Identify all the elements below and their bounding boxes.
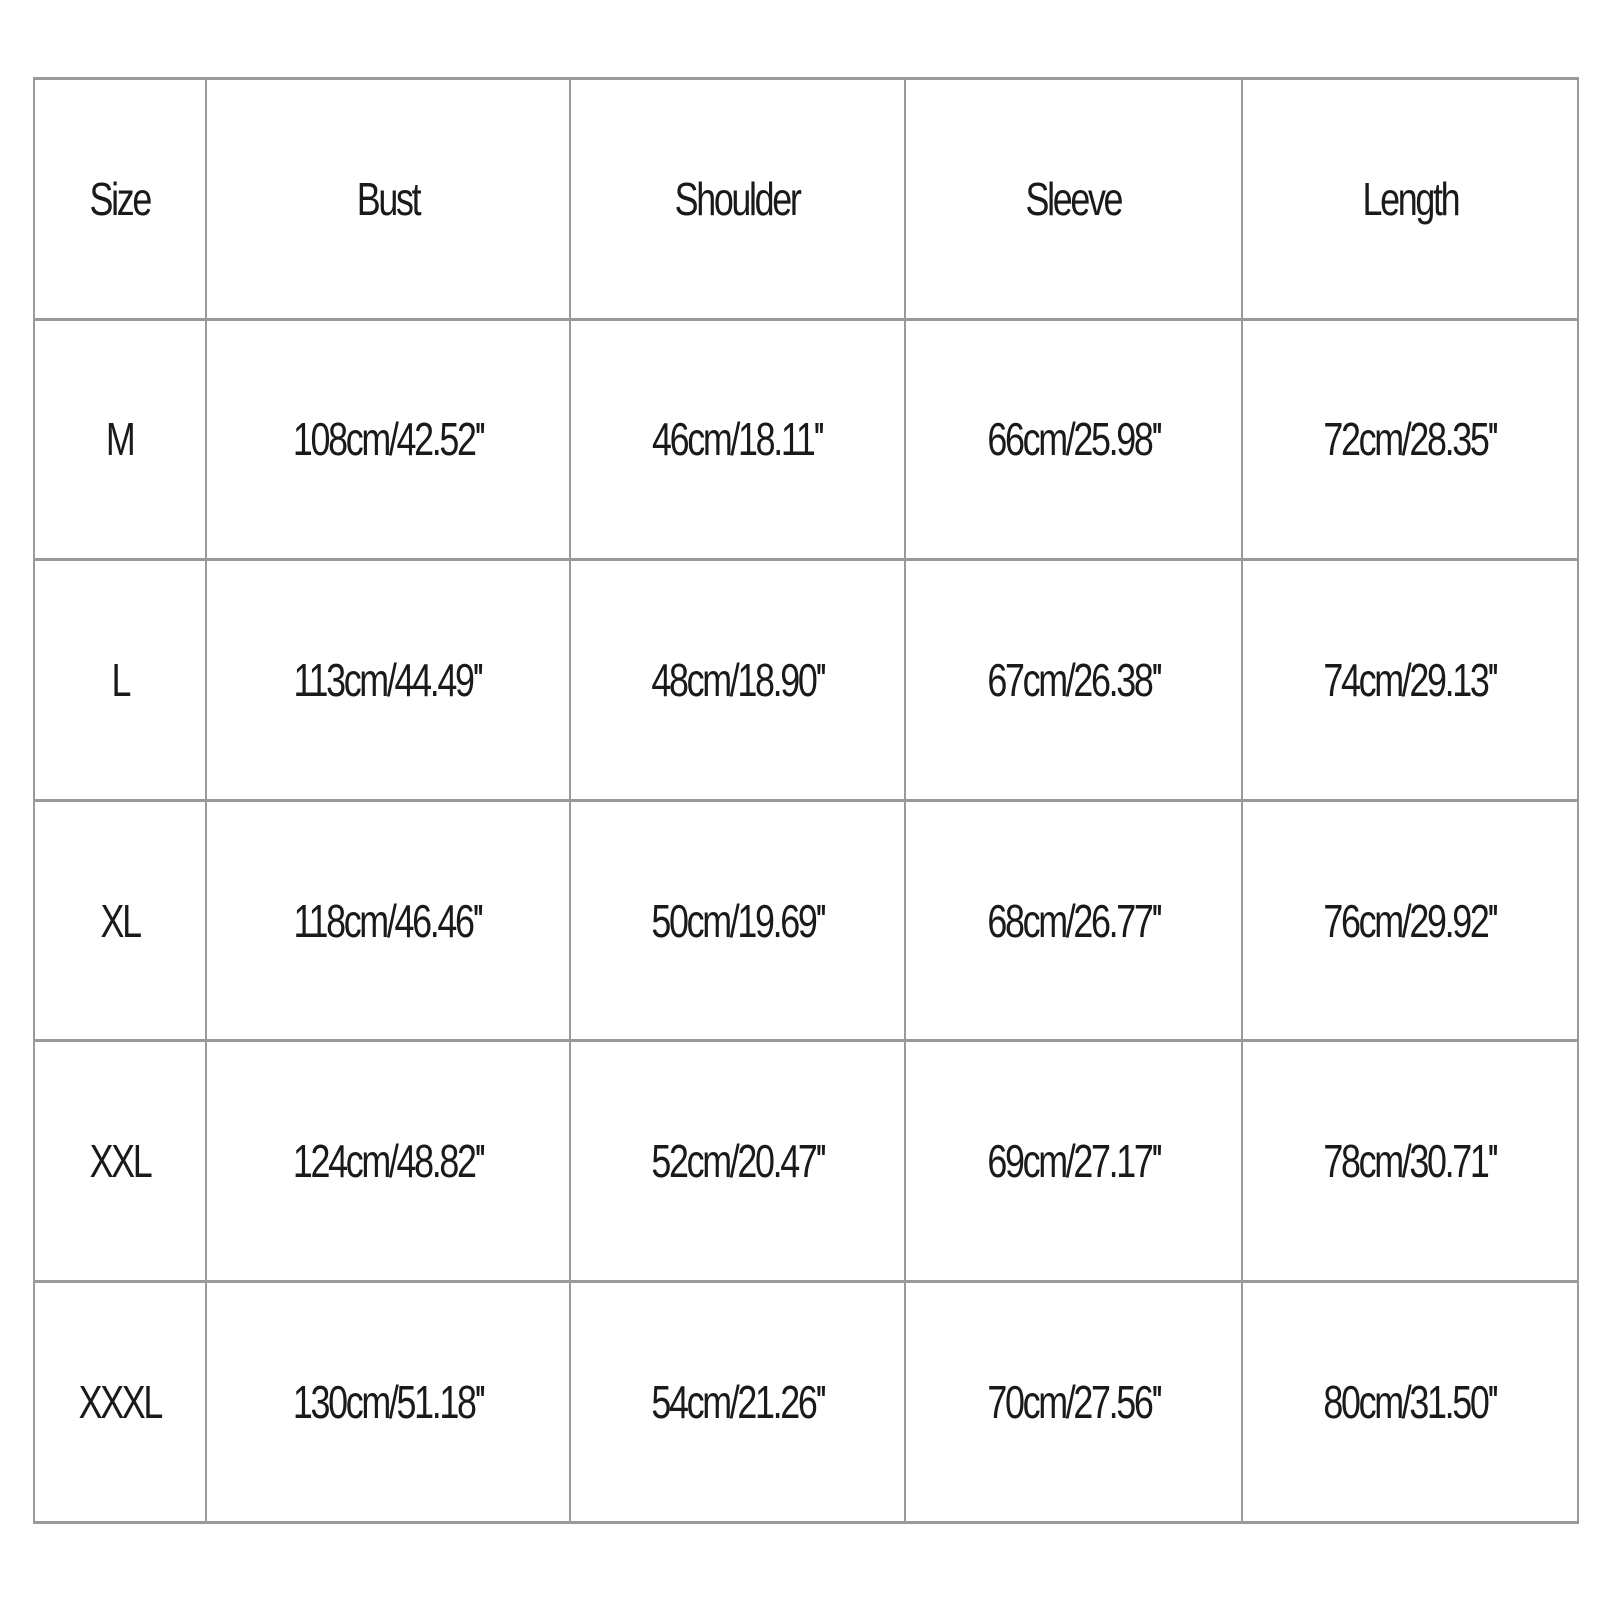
table-row [34,319,1578,560]
table-header-row [34,79,1578,320]
cell-size: M [34,319,206,560]
cell-bust: 130cm/51.18'' [206,1281,570,1522]
cell-shoulder: 52cm/20.47'' [570,1041,905,1282]
header-shoulder: Shoulder [570,79,905,320]
cell-length: 76cm/29.92'' [1242,800,1578,1041]
table-row [34,800,1578,1041]
cell-length: 72cm/28.35'' [1242,319,1578,560]
cell-length: 74cm/29.13'' [1242,560,1578,801]
table-row [34,1041,1578,1282]
table-row [34,1281,1578,1522]
header-sleeve: Sleeve [905,79,1242,320]
cell-sleeve: 67cm/26.38'' [905,560,1242,801]
size-chart-table [33,77,1579,1524]
cell-length: 80cm/31.50'' [1242,1281,1578,1522]
cell-sleeve: 66cm/25.98'' [905,319,1242,560]
cell-bust: 113cm/44.49'' [206,560,570,801]
cell-size: XL [34,800,206,1041]
cell-length: 78cm/30.71'' [1242,1041,1578,1282]
cell-bust: 118cm/46.46'' [206,800,570,1041]
cell-bust: 124cm/48.82'' [206,1041,570,1282]
header-size: Size [34,79,206,320]
cell-shoulder: 48cm/18.90'' [570,560,905,801]
cell-sleeve: 68cm/26.77'' [905,800,1242,1041]
header-bust: Bust [206,79,570,320]
header-length: Length [1242,79,1578,320]
cell-sleeve: 70cm/27.56'' [905,1281,1242,1522]
cell-size: XXXL [34,1281,206,1522]
cell-bust: 108cm/42.52'' [206,319,570,560]
cell-shoulder: 50cm/19.69'' [570,800,905,1041]
table-row [34,560,1578,801]
cell-size: L [34,560,206,801]
cell-sleeve: 69cm/27.17'' [905,1041,1242,1282]
cell-shoulder: 54cm/21.26'' [570,1281,905,1522]
cell-shoulder: 46cm/18.11'' [570,319,905,560]
cell-size: XXL [34,1041,206,1282]
